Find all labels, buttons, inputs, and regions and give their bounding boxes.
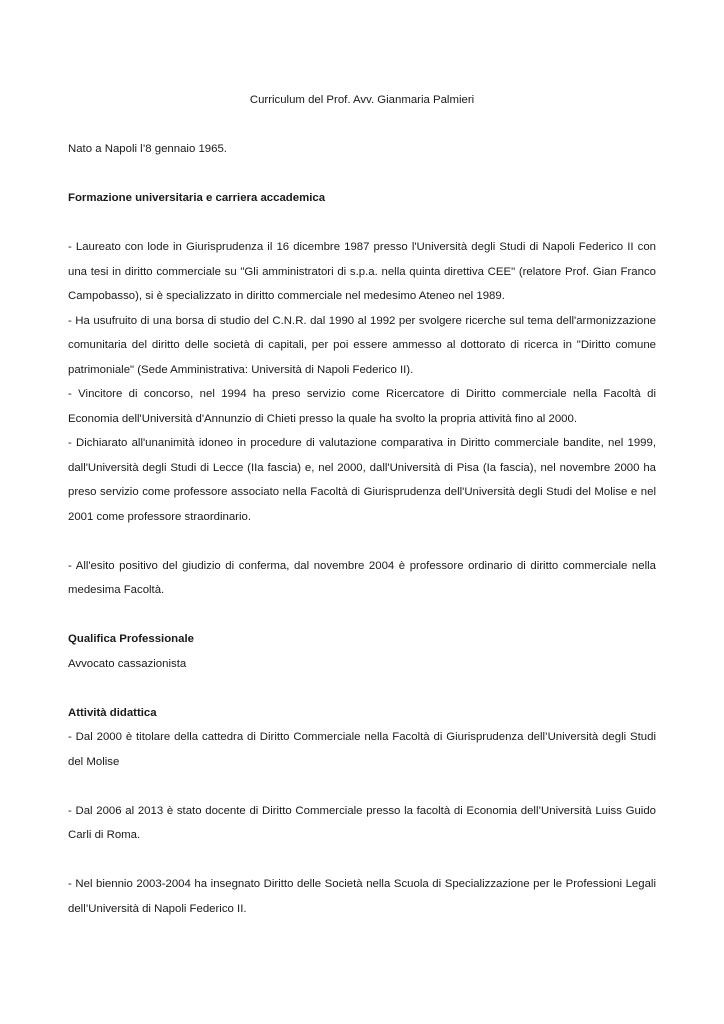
education-paragraph-5: - All'esito positivo del giudizio di conferma, dal novembre 2004 è professore ordinario di diritto commerciale nella medesima Facoltà. (68, 559, 656, 596)
education-paragraph-3: - Vincitore di concorso, nel 1994 ha preso servizio come Ricercatore di Diritto commerciale nella Facoltà di Economia dell'Università d'Annunzio di Chieti presso la quale ha svolto la propria attività fino al 2000. (68, 388, 656, 425)
qualification-text: Avvocato cassazionista (68, 657, 187, 670)
education-heading: Formazione universitaria e carriera accademica (68, 192, 326, 204)
document-page (68, 88, 656, 921)
spacer (68, 529, 656, 554)
document-title: Curriculum del Prof. Avv. Gianmaria Palmieri (249, 94, 475, 106)
teaching-heading: Attività didattica (68, 706, 157, 719)
spacer (68, 603, 656, 628)
spacer (68, 848, 656, 873)
education-paragraph-2: - Ha usufruito di una borsa di studio del C.N.R. dal 1990 al 1992 per svolgere ricerche sul tema dell'armonizzazione comunitaria del diritto delle società di capitali, per poi essere ammesso al dottorato di ricerca in "Diritto comune patrimoniale" (Sede Amministrativa: Università di Napoli Federico II). (68, 314, 656, 376)
qualification-heading: Qualifica Professionale (68, 633, 194, 645)
birth-line: Nato a Napoli l’8 gennaio 1965. (68, 143, 227, 155)
spacer (68, 211, 656, 236)
teaching-paragraph-3: - Nel biennio 2003-2004 ha insegnato Diritto delle Società nella Scuola di Specializzazione per le Professioni Legali dell’Università di Napoli Federico II. (68, 878, 656, 915)
spacer (68, 676, 656, 701)
education-paragraph-1: - Laureato con lode in Giurisprudenza il 16 dicembre 1987 presso l'Università degli Studi di Napoli Federico II con una tesi in diritto commerciale su "Gli amministratori di s.p.a. nella quinta direttiva CEE" (relatore Prof. Gian Franco Campobasso), si è specializzato in diritto commerciale nel medesimo Ateneo nel 1989. (68, 241, 656, 302)
teaching-paragraph-1: - Dal 2000 è titolare della cattedra di Diritto Commerciale nella Facoltà di Giurisprudenza dell’Università degli Studi del Molise (68, 731, 656, 768)
spacer (68, 162, 656, 187)
spacer (68, 774, 656, 799)
teaching-paragraph-2: - Dal 2006 al 2013 è stato docente di Diritto Commerciale presso la facoltà di Economia dell’Università Luiss Guido Carli di Roma. (68, 804, 656, 841)
education-paragraph-4: - Dichiarato all'unanimità idoneo in procedure di valutazione comparativa in Diritto commerciale bandite, nel 1999, dall'Università degli Studi di Lecce (IIa fascia) e, nel 2000, dall'Università di Pisa (Ia fascia), nel novembre 2000 ha preso servizio come professore associato nella Facoltà di Giurisprudenza dell'Università degli Studi del Molise e nel 2001 come professore straordinario. (68, 437, 656, 523)
spacer (68, 113, 656, 138)
